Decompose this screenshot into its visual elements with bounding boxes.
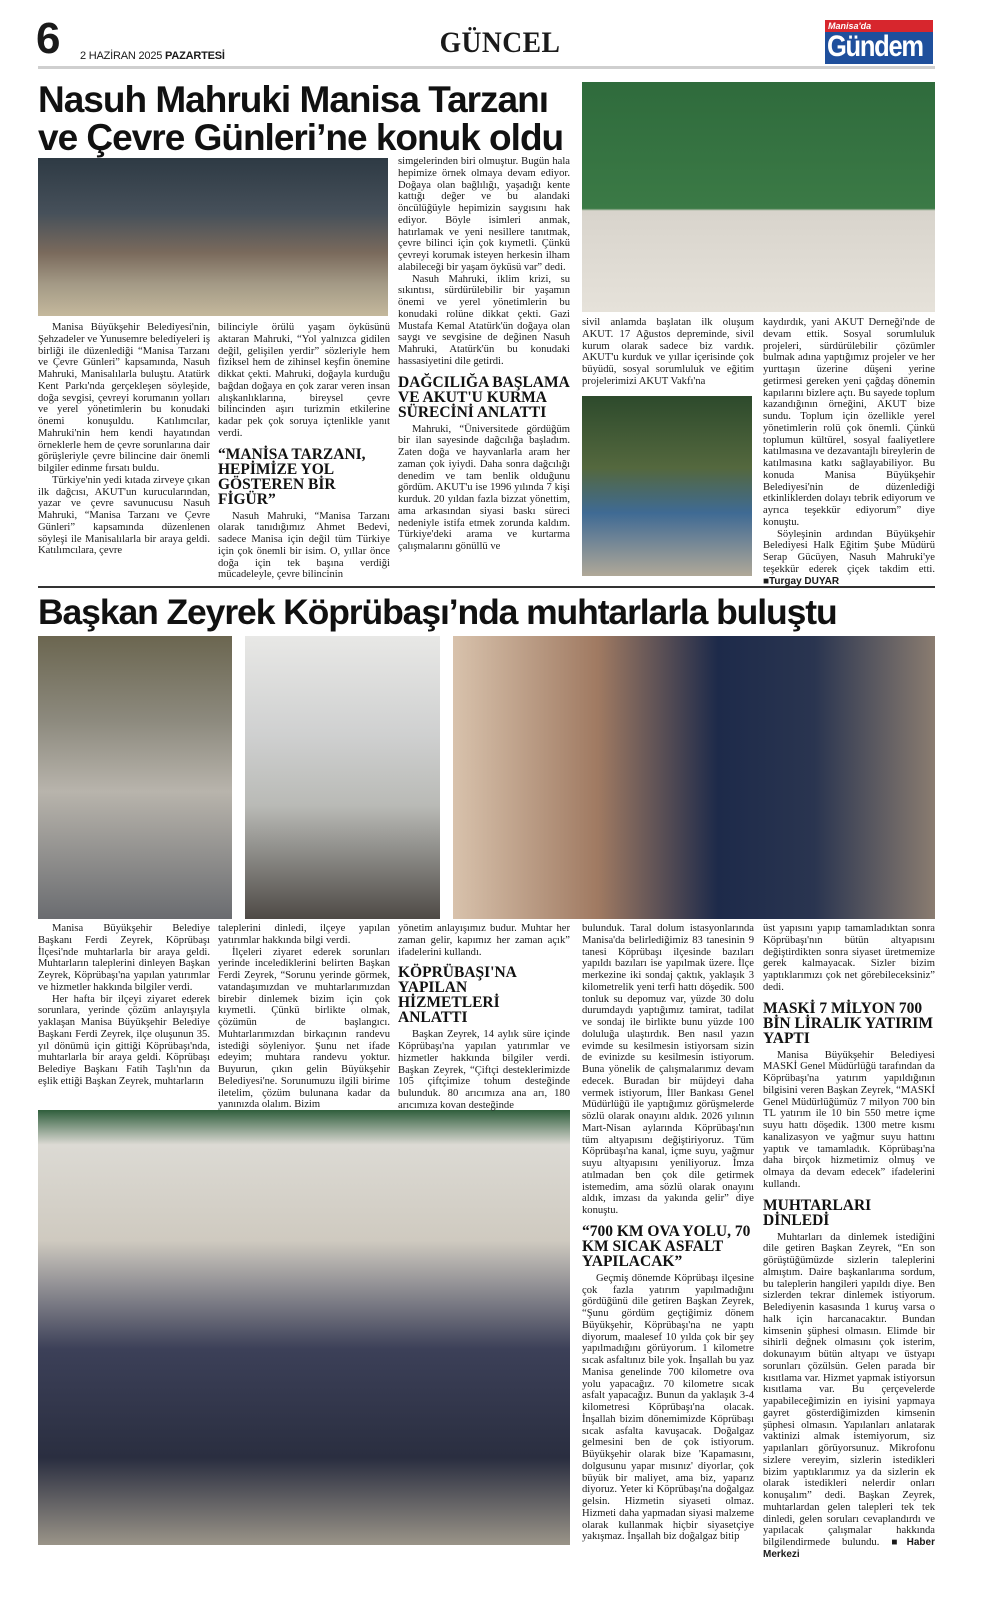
subheading-text: MUHTARLARI DİNLEDİ bbox=[763, 1196, 872, 1229]
logo-big-text: Gündem bbox=[827, 30, 923, 63]
subheading bbox=[763, 1198, 935, 1228]
page-number: 6 bbox=[36, 14, 61, 63]
paragraph bbox=[763, 529, 935, 588]
subheading-text: MASKİ 7 MİLYON 700 BİN LİRALIK YATIRIM YAPTI bbox=[763, 999, 933, 1047]
article1-column-2 bbox=[218, 322, 390, 580]
article2-column-3 bbox=[398, 923, 570, 1111]
paragraph bbox=[398, 923, 570, 958]
article2-column-1 bbox=[38, 923, 210, 1105]
section-title: GÜNCEL bbox=[439, 26, 561, 59]
paragraph-text: Manisa Büyükşehir Belediye Başkanı Ferdi Zeyrek, Köprübaşı İlçesi'nde muhtarlarla bir araya geldi. Muhtarların taleplerini dinleyen Başkan Zeyrek, Köprübaşı'na yapılan yatırımlar ve hizmetler hakkında bilgiler verdi. bbox=[38, 923, 210, 993]
paragraph-text: Başkan Zeyrek, 14 aylık süre içinde Köprübaşı'na yapılan yatırımlar ve hizmetler hakkında bilgiler verdi. Başkan Zeyrek, “Çiftçi desteklerimizde 105 çiftçimize tohum desteğinde bulunduk. 80 arıcımıza ana arı, 180 arıcımıza kovan desteğinde bbox=[398, 1029, 570, 1111]
paragraph bbox=[38, 475, 210, 557]
subheading bbox=[398, 965, 570, 1025]
paragraph-text: simgelerinden biri olmuştur. Bugün hala hepimize örnek olmaya devam ediyor. Doğaya olan bağlılığı, yaşadığı kente kattığı değer ve bu alandaki öncülüğüyle hepimizin saygısını hak ediyor. Böyle isimleri anmak, hatırlamak ve yeni nesillere tanıtmak, çevre bilinci için çok kıymetli. Çünkü çevreyi korumak isteyen herkesin ilham alabileceği bir yaşam öyküsü var” dedi. bbox=[398, 156, 570, 273]
paragraph-text: Muhtarları da dinlemek istediğini dile getiren Başkan Zeyrek, “En son görüştüğümüzde sizlerin taleplerini almıştım. Daire başkanlarıma sordum, bu taleplerin hangileri yapıldı diye. Ben sizlerden tekrar dinlemek istiyorum. Belediyenin kasasında 1 kuruş varsa o halk için harcanacaktır. Bundan kimsenin şüphesi olmasın. Elimde bir sihirli değnek olmasını çok isterim, dokunayım bütün altyapı ve üstyapı sorunları çözülsün. Gelen parada bir kısıtlama var. Hizmet yapmak istiyorsun kısıtlama var. Bu çerçevelerde yapabileceğimizin en iyisini yapmaya gayret gösterdiğimizden kimsenin şüphesi olmasın. Yapılanları anlatarak vaktinizi almak istemiyorum, siz yapılanları görüyorsunuz. Mikrofonu sizlere vereyim, sizlerin istedikleri bizim yaptıklarımız ya da sizlerin ek olarak istedikleri nelerdir onları konuşalım” dedi. Başkan Zeyrek, muhtarlardan gelen talepleri tek tek dinledi, gelen soruları cevaplandırdı ve yapılacak çalışmalar hakkında bilgilendirmede bulundu. bbox=[763, 1231, 935, 1548]
paragraph bbox=[582, 923, 754, 1217]
paragraph bbox=[398, 274, 570, 368]
paragraph bbox=[398, 1029, 570, 1111]
subheading-text: KÖPRÜBAŞI'NA YAPILAN HİZMETLERİ ANLATTI bbox=[398, 964, 516, 1027]
paragraph bbox=[763, 317, 935, 529]
article2-column-5 bbox=[763, 923, 935, 1560]
header-divider bbox=[38, 66, 935, 69]
paragraph bbox=[218, 322, 390, 440]
paragraph-text: taleplerini dinledi, ilçeye yapılan yatırımlar hakkında bilgi verdi. bbox=[218, 923, 390, 946]
paragraph-text: Manisa Büyükşehir Belediyesi MASKİ Genel Müdürlüğü tarafından da Köprübaşı'na yatırım yapıldığının bilgisini veren Başkan Zeyrek, “MASKİ Genel Müdürlüğümüz 7 milyon 700 bin TL yatırım ile 10 bin 550 metre içme suyu hattı döşedik. 1300 metre kısmı kanalizasyon ve yağmur suyu hattını yaptık ve tamamladık. Köprübaşı'na daha birçok hizmetimiz olmuş ve olmaya da devam edecek” ifadelerini kullandı. bbox=[763, 1049, 935, 1190]
paragraph bbox=[582, 1273, 754, 1543]
logo-small-text: Manisa'da bbox=[828, 21, 872, 31]
subheading bbox=[218, 447, 390, 507]
subheading-text: “MANİSA TARZANI, HEPİMİZE YOL GÖSTEREN BİR FİGÜR” bbox=[218, 445, 366, 508]
paragraph bbox=[763, 1050, 935, 1191]
paragraph bbox=[398, 156, 570, 274]
paragraph-text: Türkiye'nin yedi kıtada zirveye çıkan ilk dağcısı, AKUT'un kurucularından, yazar ve çevre savunucusu Nasuh Mahruki, “Manisa Tarzanı ve Çevre Günleri” kapsamında düzenlenen söyleşi ile Manisalılarla bir araya geldi. Katılımcılara, çevre bbox=[38, 474, 210, 557]
paragraph bbox=[582, 317, 754, 388]
paragraph-text: Söyleşinin ardından Büyükşehir Belediyesi Halk Eğitim Şube Müdürü Serap Gücüyen, Nasuh Mahruki'ye teşekkür ederek çiçek takdim etti. bbox=[763, 528, 935, 575]
article1-column-1 bbox=[38, 322, 210, 580]
paragraph bbox=[398, 424, 570, 553]
article1-column-5 bbox=[763, 317, 935, 587]
article1-headline-line2: ve Çevre Günleri’ne konuk oldu bbox=[38, 117, 564, 158]
paragraph bbox=[38, 923, 210, 994]
newspaper-logo bbox=[825, 20, 933, 64]
paragraph bbox=[218, 923, 390, 947]
paragraph-text: bilinciyle örülü yaşam öyküsünü aktaran Mahruki, “Yol yalnızca gidilen değil, gelişilen yerdir” sözleriyle hem fiziksel hem de zihinsel keşfin önemine dikkat çekti. Mahruki, doğayla kurduğu bağdan doğaya en çok zarar veren insan alışkanlıklarına, bireysel çevre bilincinden aşırı turizmin etkilerine kadar pek çok soruya içtenlikle yanıt verdi. bbox=[218, 322, 390, 439]
paragraph-text: yönetim anlayışımız budur. Muhtar her zaman gelir, kapımız her zaman açık” ifadelerini kullandı. bbox=[398, 923, 570, 958]
paragraph bbox=[763, 923, 935, 994]
paragraph-text: sivil anlamda başlatan ilk oluşum AKUT. 17 Ağustos depreminde, sivil kurum olarak sadece biz vardık. AKUT'u kurduk ve yıllar içerisinde çok büyüdü, sosyal sorumluluk ve eğitim projelerimizi AKUT Vakfı'na bbox=[582, 317, 754, 387]
paragraph-text: Manisa Büyükşehir Belediyesi'nin, Şehzadeler ve Yunusemre belediyeleri iş birliği ile düzenlediği “Manisa Tarzanı ve Çevre Günleri” kapsamında, Nasuh Mahruki, Manisalılarla buluştu. Atatürk Kent Parkı'nda gerçekleşen söyleşide, doğa sevgisi, çevreyi korumanın yolları ve yerel yönetimlerin bu konudaki önemi konuşuldu. Katılımcılar, Mahruki'nin hem kendi hayatından örneklerle hem de çevre sorunlarına dair görüşleriyle çevre bilincine dair önemli bilgiler edinme fırsatı buldu. bbox=[38, 322, 210, 474]
subheading bbox=[398, 375, 570, 420]
paragraph-text: bulunduk. Taral dolum istasyonlarında Manisa'da belirlediğimiz 83 tanesinin 9 tanesi Köprübaşı ilçesinde bazıları yapıldı bazıları ise yapılmak üzere. İlçe merkezine iki sondaj çaktık, yaklaşık 3 kilometrelik yeni terfi hattı döşedik. 500 tonluk su depomuz var, yüzde 30 dolu durumdaydı yaptığımız tamirat, tadilat ve sondaj ile birlikte bunu yüzde 100 doluluğa ulaştırdık. Ben nasıl yazın evimde su kesilmesin istiyorsam sizin de evinizde su kesilmesin istiyorum. Buna yönelik de çalışmalarımız devam edecek. Buradan bir müjdeyi daha vermek istiyorum, İller Bankası Genel Müdürlüğü ile yaptığımız görüşmelerde sözlü olarak onayını aldık. 2026 yılının Mart-Nisan aylarında Köprübaşı'nın tüm altyapısını değiştiriyoruz. Tüm Köprübaşı'na kanal, içme suyu, yağmur suyu altyapısını yeniliyoruz. İmza atılmadan ben çok dile getirmek istemedim, ama sözlü olarak onayını aldık, imzası da yakında gelir” diye konuştu. bbox=[582, 923, 754, 1216]
subheading bbox=[763, 1001, 935, 1046]
paragraph bbox=[38, 994, 210, 1088]
speaker-photo bbox=[582, 396, 752, 576]
date-text: 2 HAZİRAN 2025 bbox=[80, 50, 163, 62]
stage-talk-photo bbox=[582, 82, 935, 312]
paragraph bbox=[218, 511, 390, 582]
audience-photo bbox=[38, 158, 388, 316]
article1-headline-line1: Nasuh Mahruki Manisa Tarzanı bbox=[38, 79, 548, 120]
paragraph bbox=[218, 947, 390, 1112]
paragraph bbox=[763, 1232, 935, 1561]
paragraph bbox=[38, 322, 210, 475]
weekday-text: PAZARTESİ bbox=[165, 50, 225, 62]
muhtar-speaking-photo bbox=[38, 636, 232, 919]
subheading-text: DAĞCILIĞA BAŞLAMA VE AKUT'U KURMA SÜRECİNİ ANLATTI bbox=[398, 373, 569, 421]
article2-column-4 bbox=[582, 923, 754, 1545]
article-divider bbox=[38, 586, 935, 588]
article2-headline: Başkan Zeyrek Köprübaşı’nda muhtarlarla buluştu bbox=[38, 592, 837, 632]
subheading-text: “700 KM OVA YOLU, 70 KM SICAK ASFALT YAPILACAK” bbox=[582, 1222, 751, 1270]
group-photo bbox=[38, 1110, 570, 1545]
paragraph-text: Mahruki, “Üniversitede gördüğüm bir ilan sayesinde dağcılığa başladım. Zaten doğa ve hayvanlarla aram her zaman çok iyiydi. Daha sonra dağcılığı denedim ve tam benlik olduğunu gördüm. AKUT'u ise 1996 yılında 7 kişi kurduk. 20 yıldan fazla bizzat yönettim, ama arkasından siyasi baskı süreci nedeniyle istifa etmek zorunda kaldım. Türkiye'deki arama ve kurtarma çalışmalarını gönüllü ve bbox=[398, 423, 570, 552]
paragraph-text: Her hafta bir ilçeyi ziyaret ederek sorunlara, yerinde çözüm anlayışıyla yaklaşan Manisa Büyükşehir Belediye Başkanı Ferdi Zeyrek, ilçe oluşunun 35. yıl dönümü için gittiği Köprübaşı'nda, muhtarlarla bir araya geldi. Köprübaşı Belediye Başkanı Fatih Taşlı'nın da eşlik ettiği Başkan Zeyrek, muhtarların bbox=[38, 993, 210, 1087]
paragraph-text: Geçmiş dönemde Köprübaşı ilçesine çok fazla yatırım yapılmadığını gördüğünü dile getiren Başkan Zeyrek, “Şunu gördüm geçtiğimiz dönem Büyükşehir, Köprübaşı'na ne yaptı diyorum, maalesef 10 yılda çok bir şey yapılmadığını görüyorum. 1 kilometre sıcak asfaltınız bile yok. İnşallah bu yaz Manisa genelinde 700 kilometre ova yolu yapacağız. 70 kilometre sıcak asfalt yapacağız. Bunun da yaklaşık 3-4 kilometresi Köprübaşı'na olacak. İnşallah bizim dönemimizde Köprübaşı sıcak asfalta kavuşacak. Doğalgaz gelmesini ben de çok istiyorum. Büyükşehir olarak bize 'Kapamasını, dolgusunu yapar mısınız' diyorlar, çok büyük bir maliyet, ama biz, yaparız diyoruz. Yeter ki Köprübaşı'na doğalgaz gelsin. Hizmetin siyaseti olmaz. Hizmeti daha yapmadan siyasi malzeme olarak kullanmak hiçbir siyasetçiye yakışmaz. İnşallah biz doğalgaz bitip bbox=[582, 1272, 754, 1543]
author-byline: ■ Haber Merkezi bbox=[763, 1537, 935, 1560]
article1-column-3 bbox=[398, 156, 570, 580]
author-byline: ■ Turgay DUYAR bbox=[763, 576, 839, 587]
paragraph-text: üst yapısını yapıp tamamladıktan sonra Köprübaşı'nın bütün altyapısını değiştirdikten sonra siyaset üretmemize gerek kalmayacak. Sizler bizim yaptıklarımızı çok net görebileceksiniz” dedi. bbox=[763, 923, 935, 993]
article1-column-4 bbox=[582, 317, 754, 393]
mayor-zeyrek-photo bbox=[453, 636, 935, 919]
muhtar-microphone-photo bbox=[245, 636, 440, 919]
paragraph-text: kaydırdık, yani AKUT Derneği'nde de devam ettik. Sosyal sorumluluk projeleri, sürdürülebilir çözümler bulmak adına yaptığımız projeler ve her yurttaşın üzerine düşeni yerine getirmesi gereken yeni çağdaş dönemin kapılarını bizlere açtı. Bu sayede toplum kazandığının örneğini, AKUT bize sundu. Toplum için özellikle yerel yönetimlerin rolü çok önemli. Çünkü toplumun kültürel, sosyal faaliyetlere katılmasına ve dezavantajlı bireylerin de katılmasına katkı sağlayabiliyor. Bu konuda Manisa Büyükşehir Belediyesi'nin de düzenlediği etkinliklerden dolayı tebrik ediyorum ve ayrıca teşekkür ediyorum” diye konuştu. bbox=[763, 317, 935, 528]
paragraph-text: İlçeleri ziyaret ederek sorunları yerinde incelediklerini belirten Başkan Ferdi Zeyrek, “Sorunu yerinde görmek, vatandaşımızdan ve muhtarlarımızdan birebir dinlemek bizim için çok kıymetli. Çünkü birlikte olmak, çözümün de başlangıcı. Muhtarlarımızdan birkaçının randevu istediği söyleniyor. Şunu net ifade edeyim; muhtara randevu yoktur. Buyurun, çıkın gelin Büyükşehir Belediyesi'ne. Sorunumuzu ilgili birime iletelim, çözüm bulunana kadar da yanınızda olalım. Bizim bbox=[218, 946, 390, 1111]
paragraph-text: Nasuh Mahruki, “Manisa Tarzanı olarak tanıdığımız Ahmet Bedevi, sadece Manisa için değil tüm Türkiye için çok önemli bir isim. O, yıllar önce doğa için tek başına verdiği mücadeleyle, çevre bilincinin bbox=[218, 510, 390, 581]
article2-column-2 bbox=[218, 923, 390, 1111]
subheading bbox=[582, 1224, 754, 1269]
paragraph-text: Nasuh Mahruki, iklim krizi, su sıkıntısı, sürdürülebilir bir yaşamın önemi ve yerel yönetimlerin bu konudaki rolüne dikkat çekti. Gazi Mustafa Kemal Atatürk'ün doğaya olan saygı ve sevgisine de değinen Nasuh Mahruki, Atatürk'ün bu konudaki hassasiyetini dile getirdi. bbox=[398, 273, 570, 367]
